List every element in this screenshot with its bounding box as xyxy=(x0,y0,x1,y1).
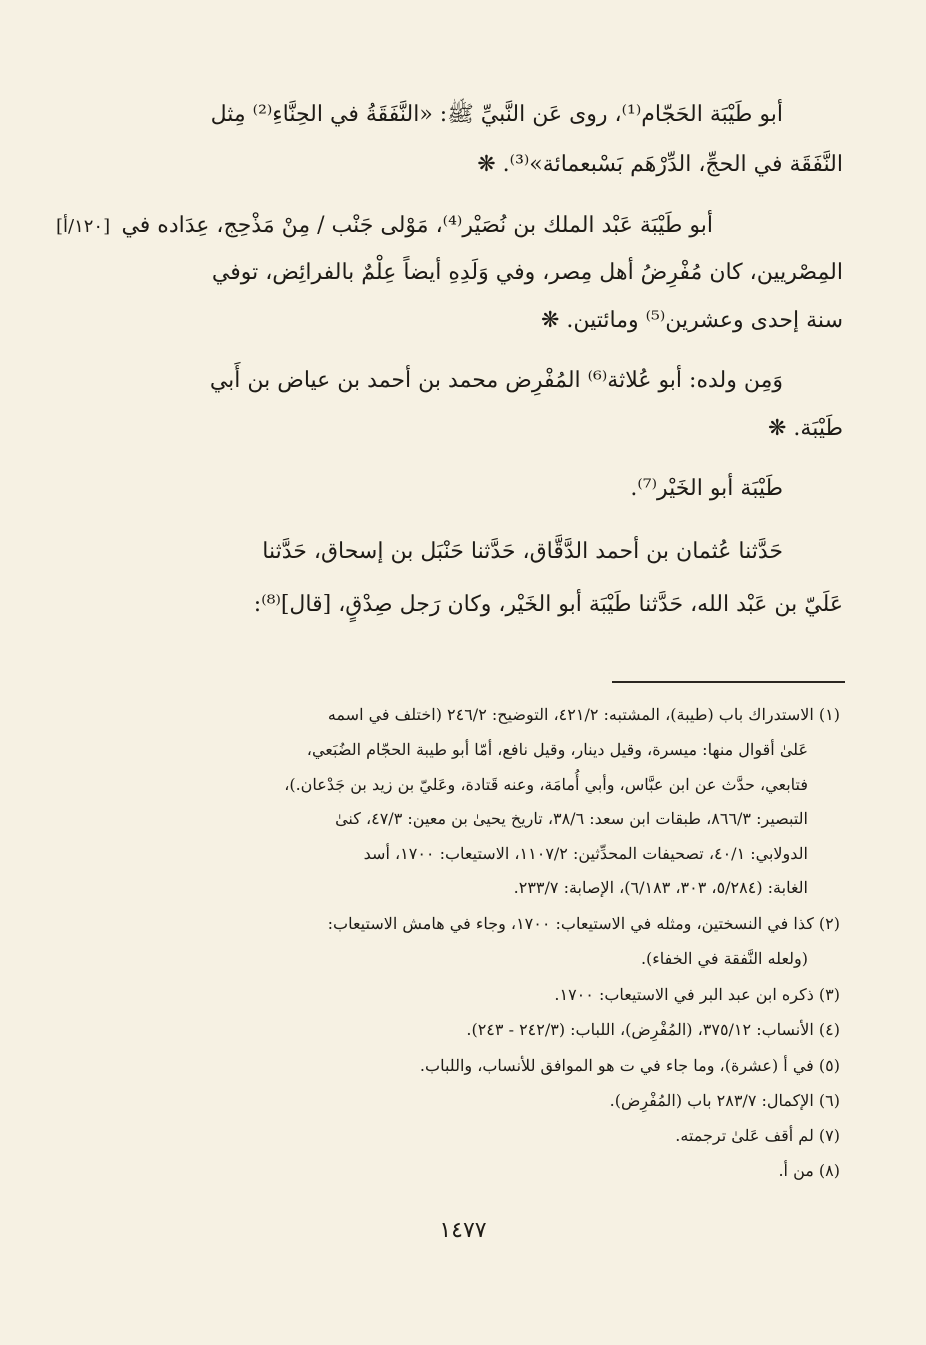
footnote-6: (٦) الإكمال: ٢٨٣/٧ باب (المُفْرِض). xyxy=(609,1091,840,1110)
footnote-2-line2: (ولعله النَّفقة في الخفاء). xyxy=(640,949,808,968)
entry1-line1: أبو طَيْبَة الحَجّام⁽¹⁾، روى عَن النَّبيِّ ﷺ: «النَّفَقَةُ في الحِنَّاءِ⁽²⁾ مِثل xyxy=(210,102,783,127)
footnote-1-line1: (١) الاستدراك باب (طيبة)، المشتبه: ٤٢١/٢، التوضيح: ٢٤٦/٢ (اختلف في اسمه xyxy=(327,705,840,724)
footnote-8: (٨) من أ. xyxy=(778,1161,840,1180)
entry2-line3: سنة إحدى وعشرين⁽⁵⁾ ومائتين. ❋ xyxy=(540,308,843,333)
footnote-separator xyxy=(612,681,845,683)
entry4-line1: طَيْبَة أبو الخَيْر⁽⁷⁾. xyxy=(630,476,783,501)
entry1-line2: النَّفَقَة في الحجِّ، الدِّرْهَم بَسْبعمائة»⁽³⁾. ❋ xyxy=(477,152,843,177)
footnote-1-line3: فتابعي، حدَّث عن ابن عبَّاس، وأبي أُمامَة، وعنه قَتادة، وعَليّ بن زيد بن جَدْعان.)، xyxy=(284,775,808,794)
entry3-line2: طَيْبَة. ❋ xyxy=(767,416,843,441)
footnote-1-line6: الغابة: (٥/٢٨٤، ٣٠٣، ٦/١٨٣)، الإصابة: ٢٣٣/٧. xyxy=(513,878,808,897)
footnote-4: (٤) الأنساب: ٣٧٥/١٢، (المُفْرِض)، اللباب: (٢٤٢/٣ - ٢٤٣). xyxy=(466,1020,840,1039)
footnote-3: (٣) ذكره ابن عبد البر في الاستيعاب: ١٧٠٠. xyxy=(554,985,840,1004)
footnote-1-line5: الدولابي: ٤٠/١، تصحيفات المحدِّثين: ١١٠٧/٢، الاستيعاب: ١٧٠٠، أسد xyxy=(363,844,808,863)
footnote-5: (٥) في أ (عشرة)، وما جاء في ت هو الموافق للأنساب، واللباب. xyxy=(419,1056,840,1075)
entry2-line1: أبو طَيْبَة عَبْد الملك بن نُصَيْر⁽⁴⁾، مَوْلى جَنْب / مِنْ مَذْحِج، عِدَاده في xyxy=(121,213,713,238)
footnote-1-line4: التبصير: ٨٦٦/٣، طبقات ابن سعد: ٣٨/٦، تاريخ يحيىٰ بن معين: ٤٧/٣، كنىٰ xyxy=(335,809,808,828)
entry2-line2: المِصْريين، كان مُفْرِضُ أهل مِصر، وفي وَلَدِهِ أيضاً عِلْمٌ بالفرائِض، توفي xyxy=(211,260,843,285)
footnote-1-line2: عَلىٰ أقوال منها: ميسرة، وقيل دينار، وقيل نافع، أمّا أبو طيبة الحجّام الضُبَعي، xyxy=(306,740,808,759)
entry5-line2: عَلَيّ بن عَبْد الله، حَدَّثنا طَيْبَة أبو الخَيْر، وكان رَجل صِدْقٍ، [قال]⁽⁸⁾: xyxy=(253,592,843,617)
footnote-2-line1: (٢) كذا في النسختين، ومثله في الاستيعاب: ١٧٠٠، وجاء في هامش الاستيعاب: xyxy=(327,914,840,933)
folio-marker: [١٢٠/أ] xyxy=(56,216,111,237)
footnote-7: (٧) لم أقف عَلىٰ ترجمته. xyxy=(675,1126,840,1145)
entry3-line1: وَمِن ولده: أبو عُلاثة⁽⁶⁾ المُفْرِض محمد بن أحمد بن عياض بن أَبي xyxy=(209,368,783,393)
page-number: ١٤٧٧ xyxy=(439,1218,487,1243)
entry5-line1: حَدَّثنا عُثمان بن أحمد الدَّقَّاق، حَدَّثنا حَنْبَل بن إسحاق، حَدَّثنا xyxy=(262,539,783,564)
